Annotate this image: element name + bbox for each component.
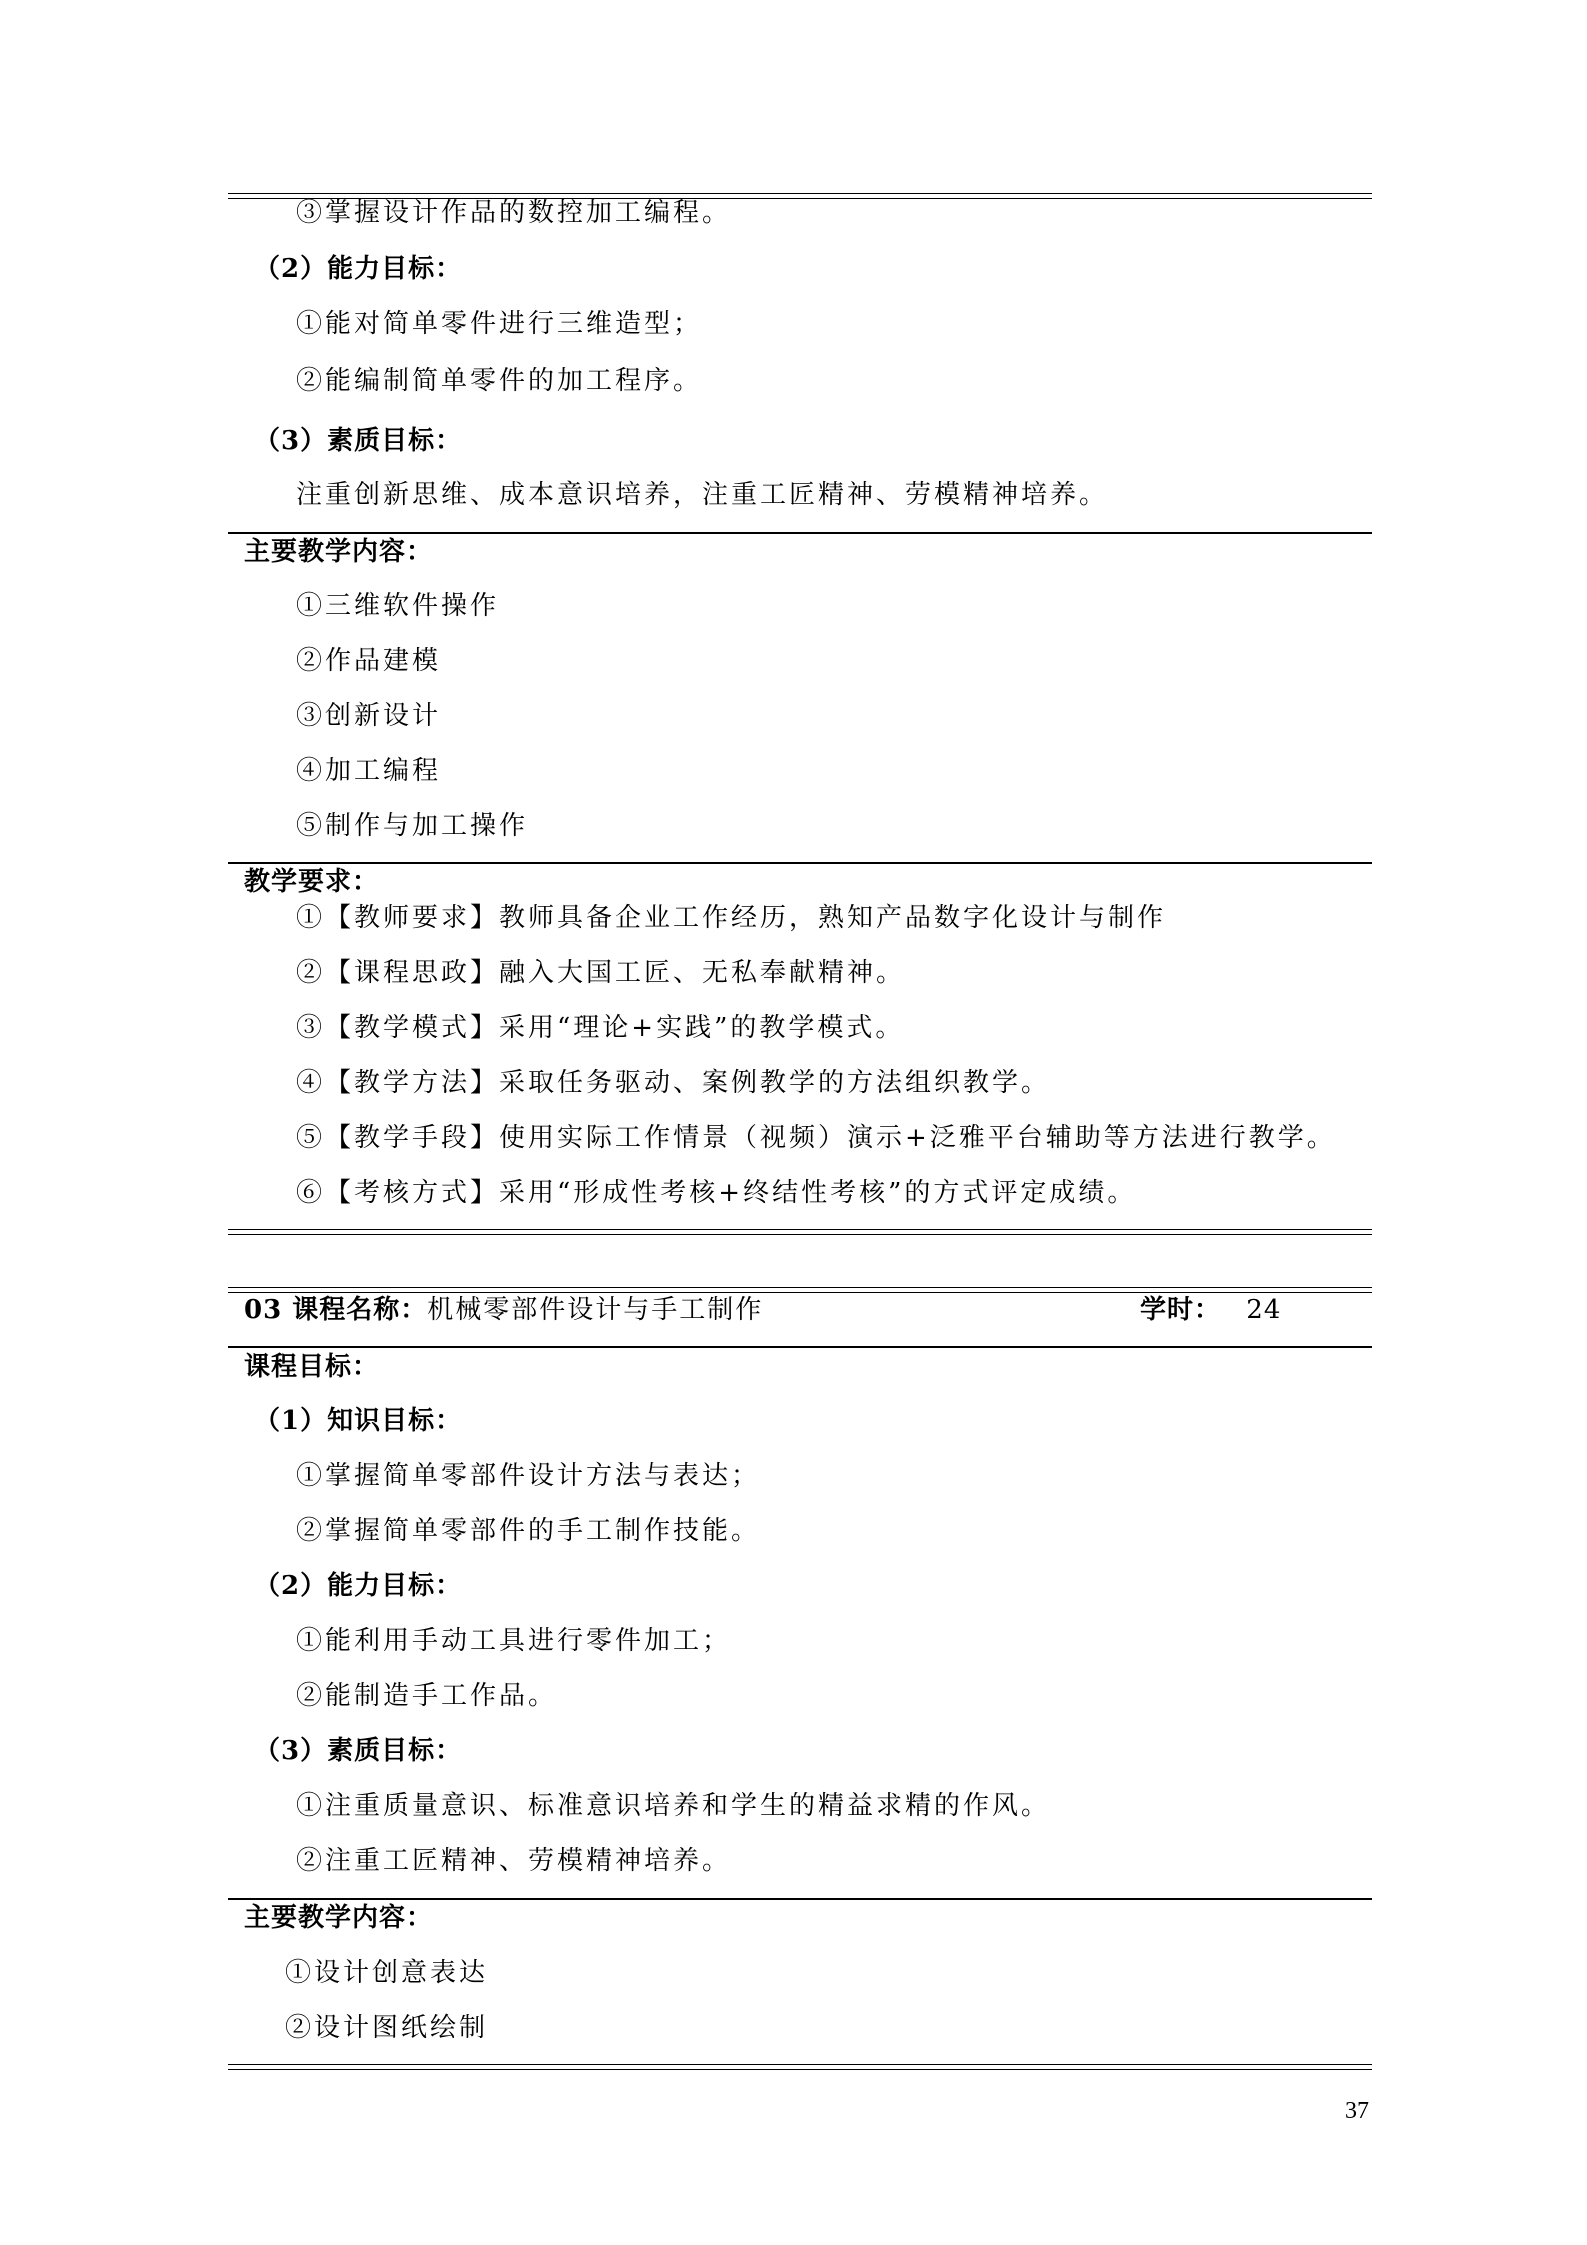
knowledge-item-1: ①掌握简单零部件设计方法与表达；: [296, 1461, 761, 1491]
quality-item-1: 注重创新思维、成本意识培养，注重工匠精神、劳模精神培养。: [296, 480, 1109, 510]
hours-row: [1140, 1293, 1281, 1327]
knowledge-item-3: ③掌握设计作品的数控加工编程。: [296, 198, 732, 228]
table-bottom-rule: [228, 2064, 1372, 2070]
content-item-3: ③创新设计: [296, 701, 442, 731]
req-item-3: ③【教学模式】采用“理论+实践”的教学模式。: [296, 1013, 905, 1043]
hours-value: 24: [1246, 1295, 1282, 1325]
req-item-5: ⑤【教学手段】使用实际工作情景（视频）演示+泛雅平台辅助等方法进行教学。: [296, 1123, 1336, 1153]
req-item-2: ②【课程思政】融入大国工匠、无私奉献精神。: [296, 958, 906, 988]
knowledge-title: （1）知识目标：: [254, 1406, 463, 1436]
ability-item-1: ①能利用手动工具进行零件加工；: [296, 1626, 732, 1656]
ability-title: （2）能力目标：: [254, 1571, 463, 1601]
req-item-1: ①【教师要求】教师具备企业工作经历，熟知产品数字化设计与制作: [296, 903, 1167, 933]
knowledge-item-2: ②掌握简单零部件的手工制作技能。: [296, 1516, 761, 1546]
quality-item-2: ②注重工匠精神、劳模精神培养。: [296, 1846, 732, 1876]
ability-item-2: ②能制造手工作品。: [296, 1681, 558, 1711]
quality-item-1: ①注重质量意识、标准意识培养和学生的精益求精的作风。: [296, 1791, 1051, 1821]
course-name-label: 03 课程名称：: [244, 1295, 428, 1325]
ability-item-1: ①能对简单零件进行三维造型；: [296, 309, 703, 339]
goal-title: 课程目标：: [244, 1352, 380, 1382]
section-divider: [228, 862, 1372, 864]
table-bottom-rule: [228, 1229, 1372, 1235]
section-divider: [228, 532, 1372, 534]
ability-title: （2）能力目标：: [254, 254, 463, 284]
content-item-1: ①三维软件操作: [296, 591, 500, 621]
content-title: 主要教学内容：: [244, 537, 434, 567]
section-divider: [228, 1346, 1372, 1348]
content-item-1: ①设计创意表达: [285, 1958, 489, 1988]
course-name-row: [244, 1293, 763, 1327]
content-item-5: ⑤制作与加工操作: [296, 811, 529, 841]
ability-item-2: ②能编制简单零件的加工程序。: [296, 366, 703, 396]
content-item-2: ②作品建模: [296, 646, 442, 676]
content-item-2: ②设计图纸绘制: [285, 2013, 489, 2043]
content-item-4: ④加工编程: [296, 756, 442, 786]
page-number: 37: [1345, 2098, 1369, 2124]
content-title: 主要教学内容：: [244, 1903, 434, 1933]
course-name-value: 机械零部件设计与手工制作: [427, 1295, 764, 1325]
hours-label: 学时：: [1140, 1295, 1222, 1325]
req-title: 教学要求：: [244, 867, 380, 897]
req-item-6: ⑥【考核方式】采用“形成性考核+终结性考核”的方式评定成绩。: [296, 1178, 1137, 1208]
quality-title: （3）素质目标：: [254, 426, 463, 456]
section-divider: [228, 1898, 1372, 1900]
req-item-4: ④【教学方法】采取任务驱动、案例教学的方法组织教学。: [296, 1068, 1051, 1098]
quality-title: （3）素质目标：: [254, 1736, 463, 1766]
